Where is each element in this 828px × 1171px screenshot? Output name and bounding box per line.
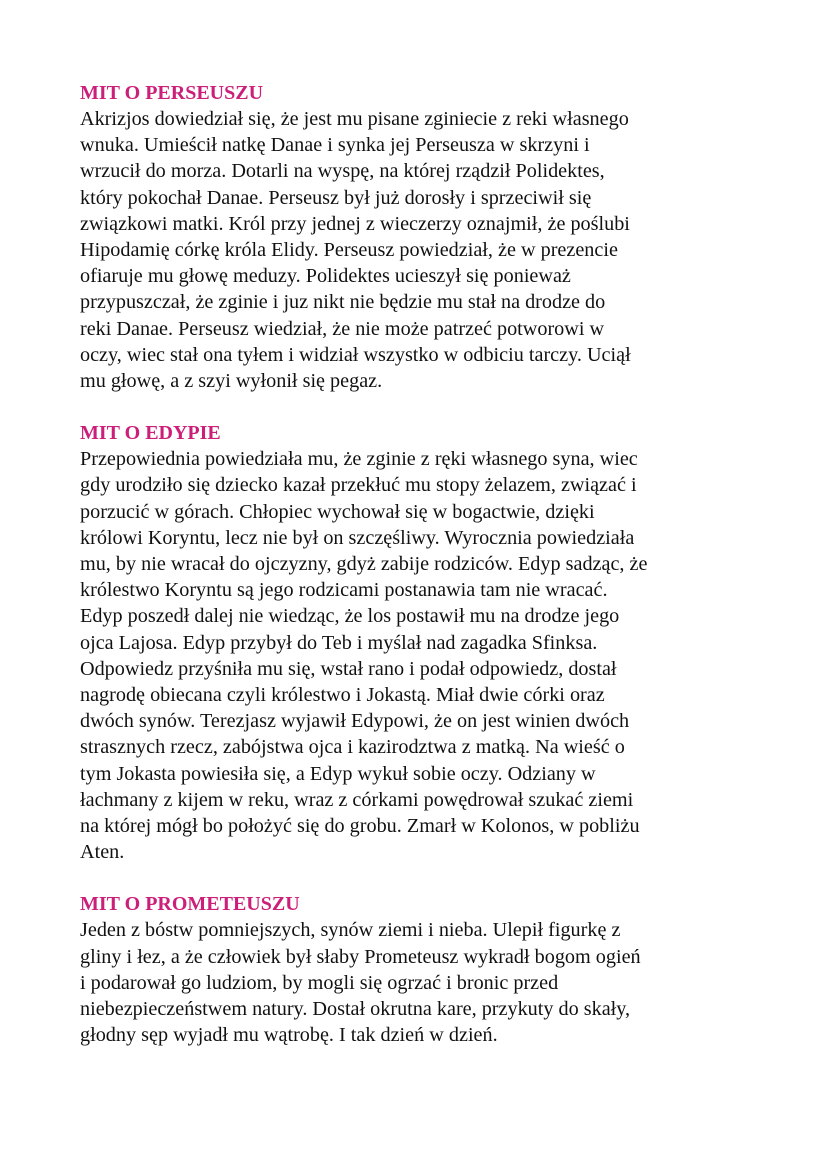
section-perseusz (80, 80, 760, 394)
section-title: MIT O PERSEUSZU (80, 82, 264, 104)
section-edyp (80, 420, 760, 865)
section-title: MIT O PROMETEUSZU (80, 893, 300, 916)
section-text: Przepowiednia powiedziała mu, że zginie z ręki własnego syna, wiec gdy urodziło się dziecko kazał przekłuć mu stopy żelazem, związać i porzucić w górach. Chłopiec wychował się w bogactwie, dzięki królowi Koryntu, lecz nie był on szczęśliwy. Wyrocznia powiedziała mu, by nie wracał do ojczyzny, gdyż zabije rodziców. Edyp sadząc, że królestwo Koryntu są jego rodzicami postanawia tam nie wracać. Edyp poszedł dalej nie wiedząc, że los postawił mu na drodze jego ojca Lajosa. Edyp przybył do Teb i myślał nad zagadka Sfinksa. Odpowiedz przyśniła mu się, wstał rano i podał odpowiedz, dostał nagrodę obiecana czyli królestwo i Jokastą. Miał dwie córki oraz dwóch synów. Terezjasz wyjawił Edypowi, że on jest winien dwóch strasznych rzecz, zabójstwa ojca i kazirodztwa z matką. Na wieść o tym Jokasta powiesiła się, a Edyp wykuł sobie oczy. Odziany w łachmany z kijem w reku, wraz z córkami powędrował szukać ziemi na której mógł bo położyć się do grobu. Zmarł w Kolonos, w pobliżu Aten. (80, 448, 648, 864)
section-prometeusz (80, 891, 760, 1048)
section-text: Akrizjos dowiedział się, że jest mu pisane zginiecie z reki własnego wnuka. Umieścił natkę Danae i synka jej Perseusza w skrzyni i wrzucił do morza. Dotarli na wyspę, na której rządził Polidektes, który pokochał Danae. Perseusz był już dorosły i sprzeciwił się związkowi matki. Król przy jednej z wieczerzy oznajmił, że poślubi Hipodamię córkę króla Elidy. Perseusz powiedział, że w prezencie ofiaruje mu głowę meduzy. Polidektes ucieszył się ponieważ przypuszczał, że zginie i juz nikt nie będzie mu stał na drodze do reki Danae. Perseusz wiedział, że nie może patrzeć potworowi w oczy, wiec stał ona tyłem i widział wszystko w odbiciu tarczy. Uciął mu głowę, a z szyi wyłonił się pegaz. (80, 108, 631, 393)
section-text: Jeden z bóstw pomniejszych, synów ziemi i nieba. Ulepił figurkę z gliny i łez, a że człowiek był słaby Prometeusz wykradł bogom ogień i podarował go ludziom, by mogli się ogrzać i bronic przed niebezpieczeństwem natury. Dostał okrutna kare, przykuty do skały, głodny sęp wyjadł mu wątrobę. I tak dzień w dzień. (80, 919, 641, 1047)
section-title: MIT O EDYPIE (80, 422, 221, 445)
document-content (80, 80, 760, 1075)
